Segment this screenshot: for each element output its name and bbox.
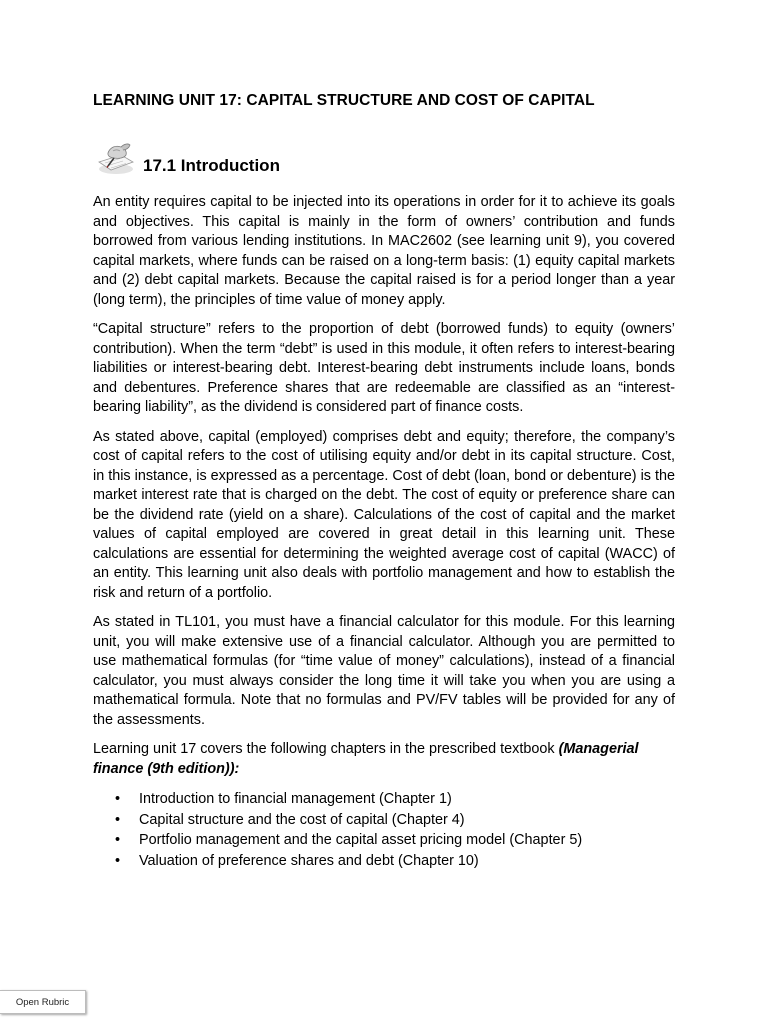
hand-writing-icon [94, 138, 138, 178]
list-item [93, 789, 675, 810]
list-item [93, 810, 675, 831]
paragraph-chapters-intro [93, 740, 675, 779]
bullet: • [115, 811, 121, 828]
chapters-intro-text: Learning unit 17 covers the following chapters in the prescribed textbook [93, 741, 559, 757]
bullet: • [115, 832, 121, 848]
section-header [94, 138, 694, 188]
open-rubric-button[interactable]: Open Rubric [0, 990, 86, 1014]
paragraph-capital: An entity requires capital to be injected into its operations in order for it to achieve its goals and objectives. This capital is mainly in the form of owners’ contribution and funds borrowed from various lending institutions. In MAC2602 (see learning unit 9), you covered capital markets, where funds can be raised on a long-term basis: (1) equity capital markets and (2) debt capital markets. Because the capital raised is for a period longer than a year (long term), the principles of time value of money apply. [93, 194, 675, 308]
chapter-label: Portfolio management and the capital asset pricing model (Chapter 5) [139, 832, 583, 848]
document-body [93, 193, 675, 871]
paragraph-financial-calculator: As stated in TL101, you must have a financial calculator for this module. For this learning unit, you will make extensive use of a financial calculator. Although you are permitted to use mathematical formulas (for “time value of money” calculations), instead of a financial calculator, you must always consider the long time it will take you when you are using a mathematical formula. Note that no formulas and PV/FV tables will be provided for any of the assessments. [93, 614, 675, 728]
textbook-title: (Managerial finance (9th edition)): [93, 741, 639, 777]
unit-title: LEARNING UNIT 17: CAPITAL STRUCTURE AND COST OF CAPITAL [93, 92, 595, 109]
paragraph-cost-of-capital: As stated above, capital (employed) comprises debt and equity; therefore, the company’s cost of capital refers to the cost of utilising equity and/or debt in its capital structure. Cost, in this instance, is expressed as a percentage. Cost of debt (loan, bond or debenture) is the market interest rate that is charged on the debt. The cost of equity or preference share can be the dividend rate (yield on a share). Calculations of the cost of capital and the market values of capital employed are covered in great detail in this learning unit. These calculations are essential for determining the weighted average cost of capital (WACC) of an entity. This learning unit also deals with portfolio management and how to establish the risk and return of a portfolio. [93, 428, 675, 601]
chapter-label: Valuation of preference shares and debt (Chapter 10) [139, 852, 479, 869]
bullet: • [115, 791, 121, 807]
section-title: 17.1 Introduction [143, 156, 280, 175]
paragraph-capital-structure: “Capital structure” refers to the proportion of debt (borrowed funds) to equity (owners’ contribution). When the term “debt” is used in this module, it often refers to interest-bearing liabilities or interest-bearing debt. Interest-bearing debt instruments include loans, bonds and debentures. Preference shares that are redeemable are classified as an “interest-bearing liability”, as the dividend is considered part of finance costs. [93, 321, 675, 415]
list-item [93, 830, 675, 851]
list-item [93, 851, 675, 872]
chapter-label: Capital structure and the cost of capital (Chapter 4) [139, 811, 465, 828]
chapter-list [93, 789, 675, 871]
chapter-label: Introduction to financial management (Chapter 1) [139, 791, 452, 807]
bullet: • [115, 852, 121, 869]
